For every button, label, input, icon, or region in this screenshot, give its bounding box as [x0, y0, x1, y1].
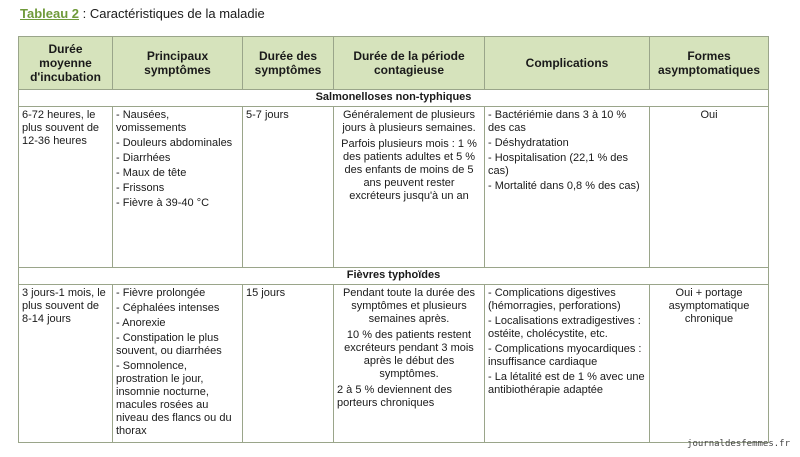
section-row [19, 268, 769, 285]
list-item: - Localisations extradigestives : ostéite, cholécystite, etc. [488, 315, 646, 341]
section-title: Salmonelloses non-typhiques [19, 90, 769, 107]
contagious-cell [334, 107, 485, 268]
header-asymptomatic: Formes asymptomatiques [650, 37, 769, 90]
list-item: - Douleurs abdominales [116, 137, 239, 150]
header-complications: Complications [485, 37, 650, 90]
paragraph: 2 à 5 % deviennent des porteurs chroniques [337, 384, 452, 409]
contagious-cell [334, 285, 485, 443]
list-item: - Hospitalisation (22,1 % des cas) [488, 152, 646, 178]
paragraph: Parfois plusieurs mois : 1 % des patients adultes et 5 % des enfants de moins de 5 ans peuvent rester excréteurs jusqu'à un an [341, 138, 477, 202]
list-item: - Frissons [116, 182, 239, 195]
list-item: - Constipation le plus souvent, ou diarrhées [116, 332, 239, 358]
list-item: - Anorexie [116, 317, 239, 330]
asymptomatic-cell: Oui [650, 107, 769, 268]
header-duration: Durée des symptômes [243, 37, 334, 90]
header-symptoms: Principaux symptômes [113, 37, 243, 90]
complications-cell [485, 285, 650, 443]
duration-cell: 5-7 jours [243, 107, 334, 268]
list-item: - Maux de tête [116, 167, 239, 180]
complications-cell [485, 107, 650, 268]
asymptomatic-cell: Oui + portage asymptomatique chronique [650, 285, 769, 443]
paragraph: Pendant toute la durée des symptômes et plusieurs semaines après. [342, 287, 476, 325]
incubation-cell: 6-72 heures, le plus souvent de 12-36 heures [19, 107, 113, 268]
symptoms-cell [113, 285, 243, 443]
header-contagious: Durée de la période contagieuse [334, 37, 485, 90]
section-row [19, 90, 769, 107]
list-item: - Complications digestives (hémorragies, perforations) [488, 287, 646, 313]
list-item: - Déshydratation [488, 137, 646, 150]
table-row [19, 107, 769, 268]
list-item: - Céphalées intenses [116, 302, 239, 315]
list-item: - Nausées, vomissements [116, 109, 239, 135]
list-item: - Fièvre à 39-40 °C [116, 197, 239, 210]
incubation-cell: 3 jours-1 mois, le plus souvent de 8-14 jours [19, 285, 113, 443]
list-item: - Bactériémie dans 3 à 10 % des cas [488, 109, 646, 135]
symptoms-cell [113, 107, 243, 268]
source-watermark: journaldesfemmes.fr [687, 439, 790, 449]
list-item: - Diarrhées [116, 152, 239, 165]
section-title: Fièvres typhoïdes [19, 268, 769, 285]
list-item: - Mortalité dans 0,8 % des cas) [488, 180, 646, 193]
paragraph: Généralement de plusieurs jours à plusieurs semaines. [342, 109, 476, 134]
list-item: - Fièvre prolongée [116, 287, 239, 300]
list-item: - Somnolence, prostration le jour, insomnie nocturne, macules rosées au niveau des flancs ou du thorax [116, 360, 239, 438]
paragraph: 10 % des patients restent excréteurs pendant 3 mois après le début des symptômes. [344, 329, 474, 380]
table-row [19, 285, 769, 443]
duration-cell: 15 jours [243, 285, 334, 443]
table-caption-text: : Caractéristiques de la maladie [79, 6, 265, 21]
list-item: - Complications myocardiques : insuffisance cardiaque [488, 343, 646, 369]
characteristics-table [18, 36, 769, 443]
table-caption [20, 6, 265, 22]
list-item: - La létalité est de 1 % avec une antibiothérapie adaptée [488, 371, 646, 397]
header-incubation: Durée moyenne d'incubation [19, 37, 113, 90]
table-caption-label[interactable]: Tableau 2 [20, 6, 80, 21]
header-row [19, 37, 769, 90]
